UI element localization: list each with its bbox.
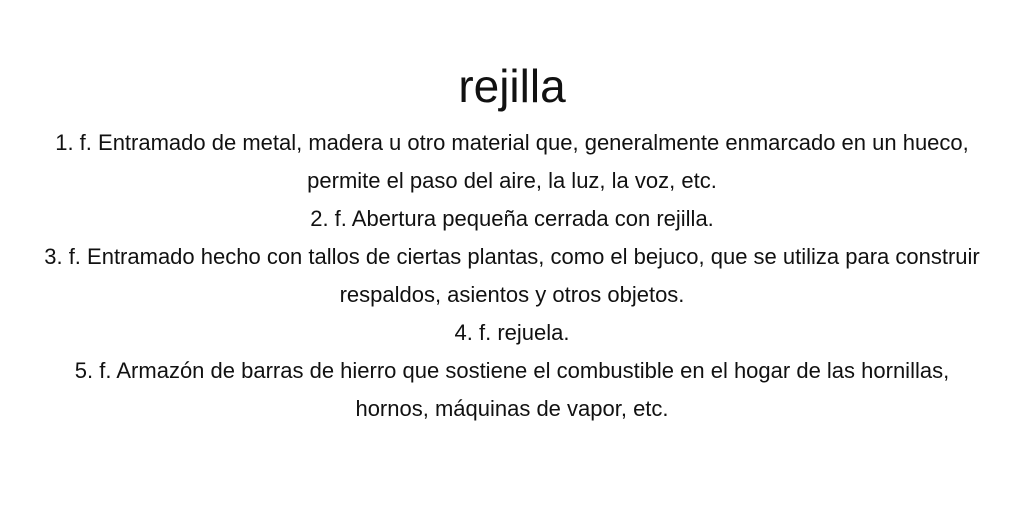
definition-4: 4. f. rejuela. xyxy=(454,320,570,345)
definition-5: 5. f. Armazón de barras de hierro que sostiene el combustible en el hogar de las hornillas, hornos, máquinas de vapor, etc. xyxy=(74,358,950,421)
definition-list xyxy=(40,124,984,428)
headword: rejilla xyxy=(458,60,566,112)
definition-1: 1. f. Entramado de metal, madera u otro material que, generalmente enmarcado en un hueco, permite el paso del aire, la luz, la voz, etc. xyxy=(55,130,969,193)
definition-2: 2. f. Abertura pequeña cerrada con rejilla. xyxy=(310,206,714,231)
definition-3: 3. f. Entramado hecho con tallos de ciertas plantas, como el bejuco, que se utiliza para construir respaldos, asientos y otros objetos. xyxy=(44,244,980,307)
